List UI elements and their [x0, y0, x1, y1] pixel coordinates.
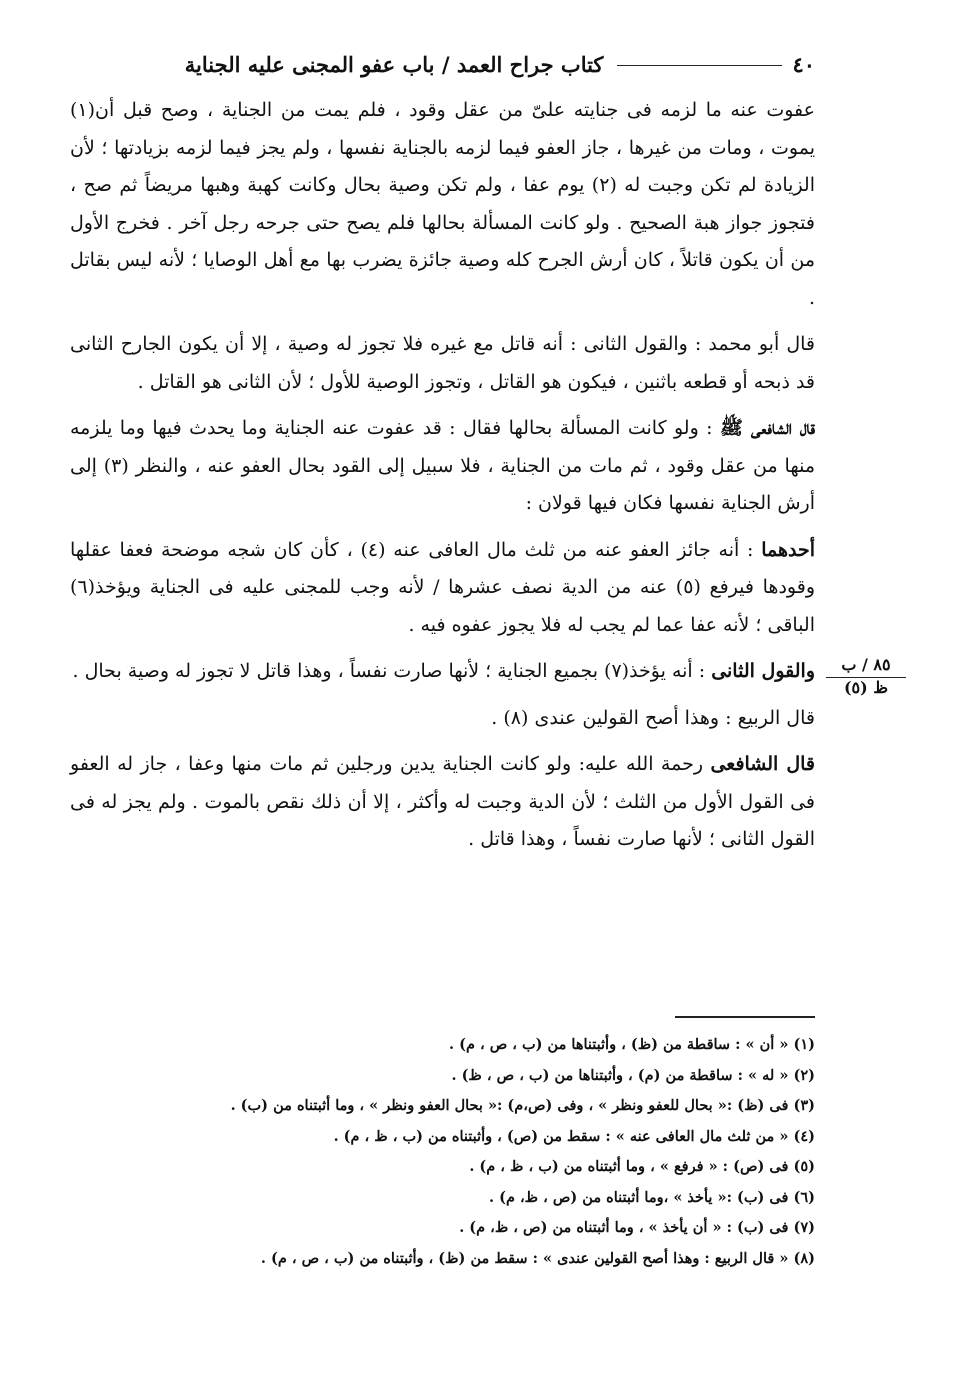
footnote-separator: [675, 1016, 815, 1018]
header-rule: [617, 65, 782, 66]
footnote: (٢) « له » : ساقطة من (م) ، وأثبتناها من (ب ، ص ، ظ) .: [451, 1066, 815, 1084]
paragraph: [70, 326, 815, 401]
paragraph: [70, 532, 815, 645]
paragraph: [70, 653, 815, 691]
paragraph-lead: قال الشافعى ﷺ: [719, 417, 815, 439]
footnote: (٨) « قال الربيع : وهذا أصح القولين عندى » : سقط من (ظ) ، وأثبتناه من (ب ، ص ، م) .: [260, 1249, 815, 1267]
paragraph-lead: أحدهما: [761, 538, 815, 561]
footnote: (٧) فى (ب) : « أن يأخذ » ، وما أثبتناه من (ص ، ظ، م) .: [459, 1219, 815, 1236]
footnote: (٦) فى (ب) :« يأخذ » ،وما أثبتناه من (ص ، ظ، م) .: [489, 1188, 815, 1206]
paragraph-text: عفوت عنه ما لزمه فى جنايته علىّ من عقل وقود ، فلم يمت من الجناية ، وصح قبل أن(١) يموت ، ومات من غيرها ، جاز العفو فيما لزمه بالجناية نفسها ، ولم يجز فيما لزمه بزيادتها ؛ لأن الزيادة لم تكن وجبت له (٢) يوم عفا ، ولم تكن وصية بحال وكانت كهبة وهبها مريضاً ثم صح ، فتجوز جواز هبة الصحيح . ولو كانت المسألة بحالها فلم يصح حتى جرحه رجل آخر . فخرج الأول من أن يكون قاتلاً ، كان أرش الجرح كله وصية جائزة يضرب بها مع أهل الوصايا ؛ لأنه ليس بقاتل .: [70, 99, 816, 309]
header-title: كتاب جراح العمد / باب عفو المجنى عليه الجناية: [184, 51, 604, 77]
running-header: [70, 44, 815, 84]
paragraph: [70, 410, 815, 523]
paragraph: [70, 92, 815, 317]
paragraph-text: رحمة الله عليه: ولو كانت الجناية يدين ورجلين ثم مات منها وعفا ، جاز له العفو فى القول الأول من الثلث ؛ لأن الدية وجبت له وأكثر ، إلا أن ذلك نقص بالموت . ولم يجز له فى القول الثانى ؛ لأنها صارت نفساً ، وهذا قاتل .: [70, 753, 815, 850]
footnote: (٥) فى (ص) : « فرفع » ، وما أثبتناه من (ب ، ظ ، م) .: [469, 1158, 815, 1175]
page-number: ٤٠: [792, 51, 815, 77]
main-text: [70, 92, 815, 868]
paragraph-text: : أنه يؤخذ(٧) بجميع الجناية ؛ لأنها صارت نفساً ، وهذا قاتل لا تجوز له وصية بحال .: [72, 660, 712, 682]
paragraph-text: : ولو كانت المسألة بحالها فقال : قد عفوت عنه الجناية وما يحدث فيها وما يلزمه منها من عقل وقود ، ثم مات من الجناية ، فلا سبيل إلى القود بحال العفو عنه ، والنظر (٣) إلى أرش الجناية نفسها فكان فيها قولان :: [70, 417, 815, 514]
footnote: (٣) فى (ظ) :« بحال للعفو ونظر » ، وفى (ص،م) :« بحال العفو ونظر » ، وما أثبتناه من (ب) .: [230, 1097, 815, 1114]
paragraph-text: قال الربيع : وهذا أصح القولين عندى (٨) .: [491, 706, 815, 729]
margin-note-folio: ٨٥ / ب: [826, 655, 906, 678]
margin-note-ref: ظ (٥): [843, 678, 889, 697]
paragraph-text: : أنه جائز العفو عنه من ثلث مال العافى عنه (٤) ، كأن كان شجه موضحة فعفا عقلها وقودها فيرفع (٥) عنه من الدية نصف عشرها / لأنه وجب للمجنى عليه فى الجناية ويؤخذ(٦) الباقى ؛ لأنه عفا عما لم يجب له فلا يجوز عفوه فيه .: [70, 538, 815, 636]
manuscript-margin-note: [826, 655, 906, 698]
paragraph-lead: والقول الثانى: [711, 660, 815, 682]
paragraph: [70, 700, 815, 738]
footnotes: [70, 1030, 815, 1274]
footnote: (٤) « من ثلث مال العافى عنه » : سقط من (ص) ، وأثبتناه من (ب ، ظ ، م) .: [333, 1127, 815, 1145]
paragraph-lead: قال الشافعى: [710, 753, 816, 775]
footnote: (١) « أن » : ساقطة من (ظ) ، وأثبتناها من (ب ، ص ، م) .: [448, 1036, 815, 1053]
paragraph: [70, 746, 815, 859]
paragraph-text: قال أبو محمد : والقول الثانى : أنه قاتل مع غيره فلا تجوز له وصية ، إلا أن يكون الجارح الثانى قد ذبحه أو قطعه باثنين ، فيكون هو القاتل ، وتجوز الوصية للأول ؛ لأن الثانى هو القاتل .: [70, 333, 815, 393]
